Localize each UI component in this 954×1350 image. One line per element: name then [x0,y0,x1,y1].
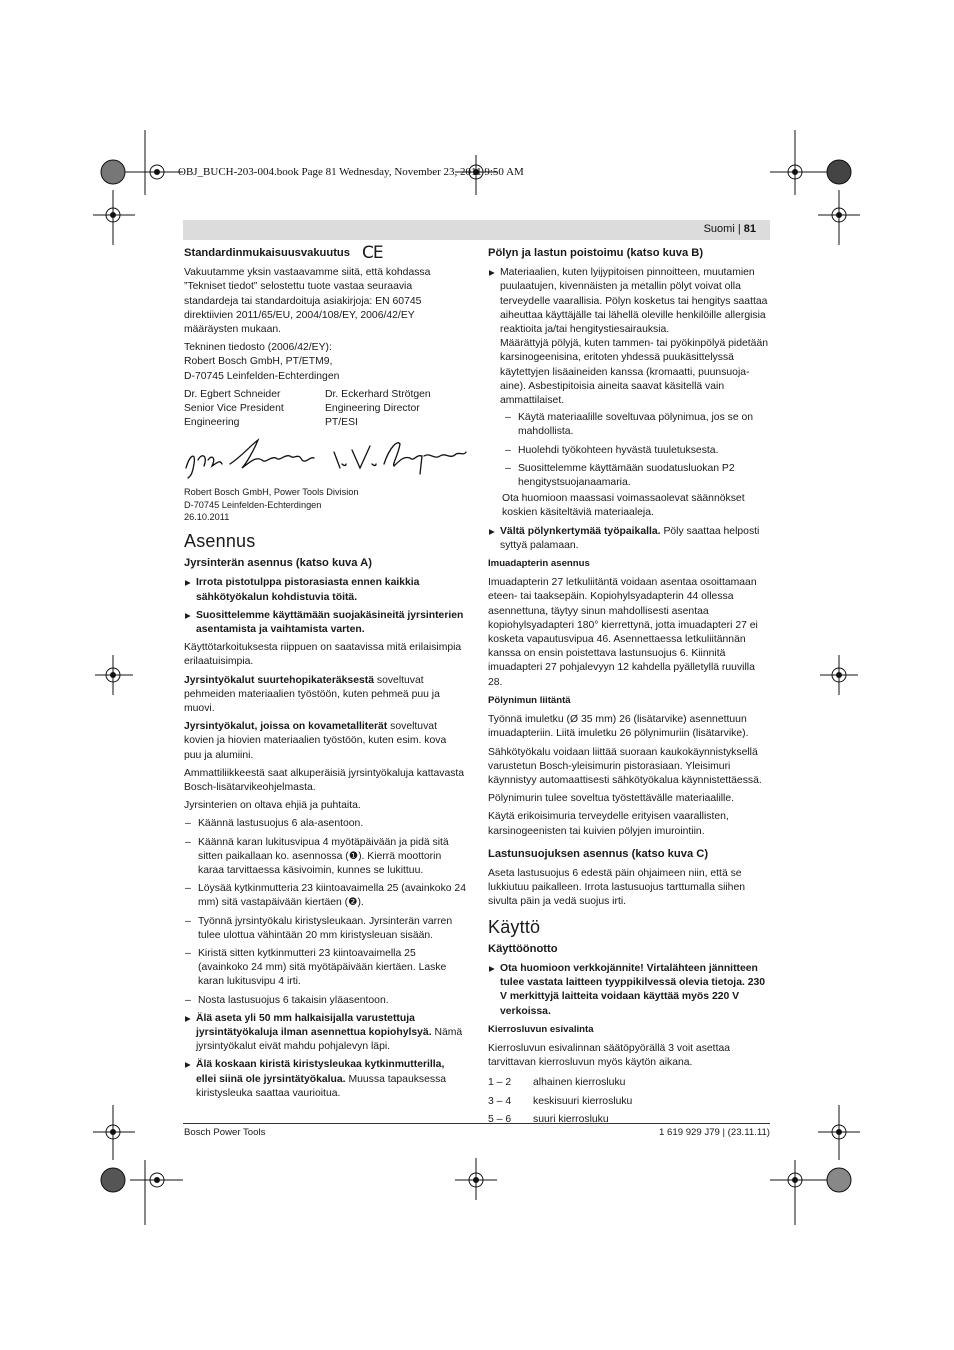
step-item: – Käännä lastusuojus 6 ala-asentoon. [184,817,466,831]
subheading-imuadapteri: Imuadapterin asennus [488,558,590,570]
header-language: Suomi [703,223,735,235]
subheading-kierrosluku: Kierrosluvun esivalinta [488,1023,594,1035]
paragraph: Ammattiliikkeestä saat alkuperäisiä jyrsintyökaluja kattavasta Bosch-lisätarvikeohjelmasta. [184,767,465,793]
warning-bullet: ▶ Suosittelemme käyttämään suojakäsineitä jyrsinterien asentamista ja vaihtamista varten. [184,609,466,637]
paragraph: Käyttötarkoituksesta riippuen on saatavissa mitä erilaisimpia erilaatuisimpia. [184,642,462,668]
paragraph: Pölynimurin tulee soveltua työstettävälle materiaalille. [488,793,735,805]
paragraph: Kierrosluvun esivalinnan säätöpyörällä 3 voit asettaa tarvittavan kierrosluvun myös käytön aikana. [488,1042,731,1069]
section-heading-kaytto: Käyttö [488,916,541,937]
footer-doc-number: 1 619 929 J79 | (23.11.11) [659,1127,770,1138]
footer-rule [183,1123,770,1124]
step-item: – Työnnä jyrsintyökalu kiristysleukaan. Jyrsinterän varren tulee ulottua vähintään 20 mm kiristysleuan sisään. [184,915,466,943]
paragraph: Jyrsinterien on oltava ehjiä ja puhtaita. [184,800,361,812]
speed-row: 1 – 2 alhainen kierrosluku [488,1077,626,1089]
right-column [488,246,770,1131]
speed-row: 5 – 6 suuri kierrosluku [488,1113,609,1125]
paragraph: Sähkötyökalu voidaan liittää suoraan kaukokäynnistyksellä varustetun Bosch-yleisimurin pistorasiaan. Yleisimuri käynnistyy automaattisesti sähkötyökalua käynnistettäessä. [488,746,762,786]
step-item: – Löysää kytkinmutteria 23 kiintoavaimella 25 (avainkoko 24 mm) sitä vastapäivään kiertäen (❷). [184,882,466,910]
signatory-2: Dr. Eckerhard Strötgen Engineering Director PT/ESI [325,388,431,429]
paragraph: Työnnä imuletku (Ø 35 mm) 26 (lisätarvike) asennettuun imuadapteriin. Liitä imuletku 26 pölynimuriin (lisätarvike). [488,714,749,740]
subheading-polynimu: Pölynimun liitäntä [488,694,571,706]
subheading-jyrsinteran-asennus: Jyrsinterän asennus (katso kuva A) [184,557,372,570]
ce-mark-icon: CE [362,243,383,263]
dust-item: – Käytä materiaalille soveltuvaa pölynimua, jos se on mahdollista. [488,411,770,439]
warning-bullet: ▶ Älä aseta yli 50 mm halkaisijalla varustettuja jyrsintätyökaluja ilman asennettua kopiohylsyä. Nämä jyrsintyökalut eivät mahdu pohjalevyn läpi. [184,1012,466,1055]
step-item: – Käännä karan lukitusvipua 4 myötäpäivään ja pidä sitä sitten paikallaan ko. asennossa (❶). Kierrä moottorin karaa tarvittaessa käsivoimin, kunnes se lukittuu. [184,836,466,879]
signatory-1: Dr. Egbert Schneider Senior Vice President Engineering [184,388,284,429]
warning-bullet: ▶ Irrota pistotulppa pistorasiasta ennen kaikkia sähkötyökalun kohdistuvia töitä. [184,576,466,604]
subheading-lastunsuojus: Lastunsuojuksen asennus (katso kuva C) [488,847,709,860]
section-heading-asennus: Asennus [184,530,256,551]
left-column [184,243,466,1105]
step-item: – Kiristä sitten kytkinmutteri 23 kiintoavaimella 25 (avainkoko 24 mm) sitä myötäpäivään kiertäen. Laske karan lukitusvipu 4 irti. [184,947,466,990]
paragraph: Jyrsintyökalut suurtehopikateräksestä soveltuvat pehmeiden materiaalien työstöön, kuten pehmeä puu ja muovi. [184,674,440,714]
company-address: Robert Bosch GmbH, Power Tools Division D-70745 Leinfelden-Echterdingen 26.10.2011 [184,487,359,523]
print-slug-line: OBJ_BUCH-203-004.book Page 81 Wednesday, November 23, 2011 9:50 AM [178,166,524,178]
subheading-kayttoonotto: Käyttöönotto [488,942,558,955]
dust-item: – Huolehdi työkohteen hyvästä tuuletuksesta. [488,444,770,458]
paragraph: Jyrsintyökalut, joissa on kovametalliterät soveltuvat kovien ja hiovien materiaalien työstöön, kuten esim. kova puu ja alumiini. [184,721,447,761]
paragraph: Ota huomioon maassasi voimassaolevat säännökset koskien käsiteltäviä materiaaleja. [502,493,745,519]
paragraph: Aseta lastusuojus 6 edestä päin ohjaimeen niin, että se lukkiutuu paikalleen. Irrota lastusuojus tarttumalla siihen sivulta päin ja vedä suojus irti. [488,867,746,908]
paragraph: Imuadapterin 27 letkuliitäntä voidaan asentaa osoittamaan eteen- tai taaksepäin. Kopiohylsyadapterin 44 ollessa asennettuna, täytyy sinun mahdollisesti asentaa kopiohylsyadapteri 180° kierrettynä, jotta imuadapteri 27 ei kosketa vapautusvipua 46. Asennettaessa letkuliitännän kanssa on ensin poistettava lastunsuojus 6. Kiinnitä imuadapteri 27 pohjalevyyn 12 kahdella pyälletyllä ruuvilla 28. [488,577,758,688]
dust-item: – Suosittelemme käyttämään suodatusluokan P2 hengitystsuojanaamaria. [488,462,770,490]
page-number: 81 [743,223,756,235]
subheading-dust-extraction: Pölyn ja lastun poistoimu (katso kuva B) [488,247,704,259]
footer-brand: Bosch Power Tools [184,1127,266,1138]
warning-bullet: ▶ Ota huomioon verkkojännite! Virtalähteen jännitteen tulee vastata laitteen tyyppikilvessä olevia tietoja. 230 V merkittyjä laitteita voidaan käyttää myös 220 V verkoissa. [488,962,770,1019]
warning-bullet: ▶ Materiaalien, kuten lyijypitoisen pinnoitteen, muutamien puulaatujen, kivennäisten ja metallin pölyt voivat olla terveydelle vaarallisia. Pölyn kosketus tai hengitys saattaa aiheuttaa käyttäjälle tai lähellä oleville henkilöille allergisia reaktioita ja/tai hengitystiesairauksia. Määrättyjä pölyjä, kuten tammen- tai pyökinpölyä pidetään karsinogeenisina, eritoten yhdessä puukäsittelyssä käytettyjen lisäaineiden kanssa (kromaatti, puunsuoja-aine). Asbestipitoisia aineita saavat käsitellä vain ammattilaiset. [488,266,770,408]
warning-bullet: ▶ Vältä pölynkertymää työpaikalla. Pöly saattaa helposti syttyä palamaan. [488,525,770,553]
step-item: – Nosta lastusuojus 6 takaisin yläasentoon. [184,994,466,1008]
declaration-heading: Standardinmukaisuusvakuutus CE [184,243,383,263]
declaration-text: Vakuutamme yksin vastaavamme siitä, että kohdassa ”Tekniset tiedot” selostettu tuote vastaa seuraavia standardeja tai standardoituja asiakirjoja: EN 60745 direktiivien 2011/65/EU, 2004/108/EY, 2006/42/EY määräysten mukaan. [184,267,431,336]
speed-row: 3 – 4 keskisuuri kierrosluku [488,1095,633,1107]
handwritten-signatures [184,434,469,480]
paragraph: Käytä erikoisimuria terveydelle erityisen vaarallisten, karsinogeenisten tai kuivien pölyjen imurointiin. [488,811,729,837]
signatories [184,388,466,431]
warning-bullet: ▶ Älä koskaan kiristä kiristysleukaa kytkinmutterilla, ellei siinä ole jyrsintätyökalua. Muussa tapauksessa kiristysleuka saattaa vaurioitua. [184,1058,466,1101]
technical-file: Tekninen tiedosto (2006/42/EY): Robert Bosch GmbH, PT/ETM9, D-70745 Leinfelden-Echterdingen [184,342,340,382]
header-separator: | [737,223,741,235]
page-header [183,220,770,240]
